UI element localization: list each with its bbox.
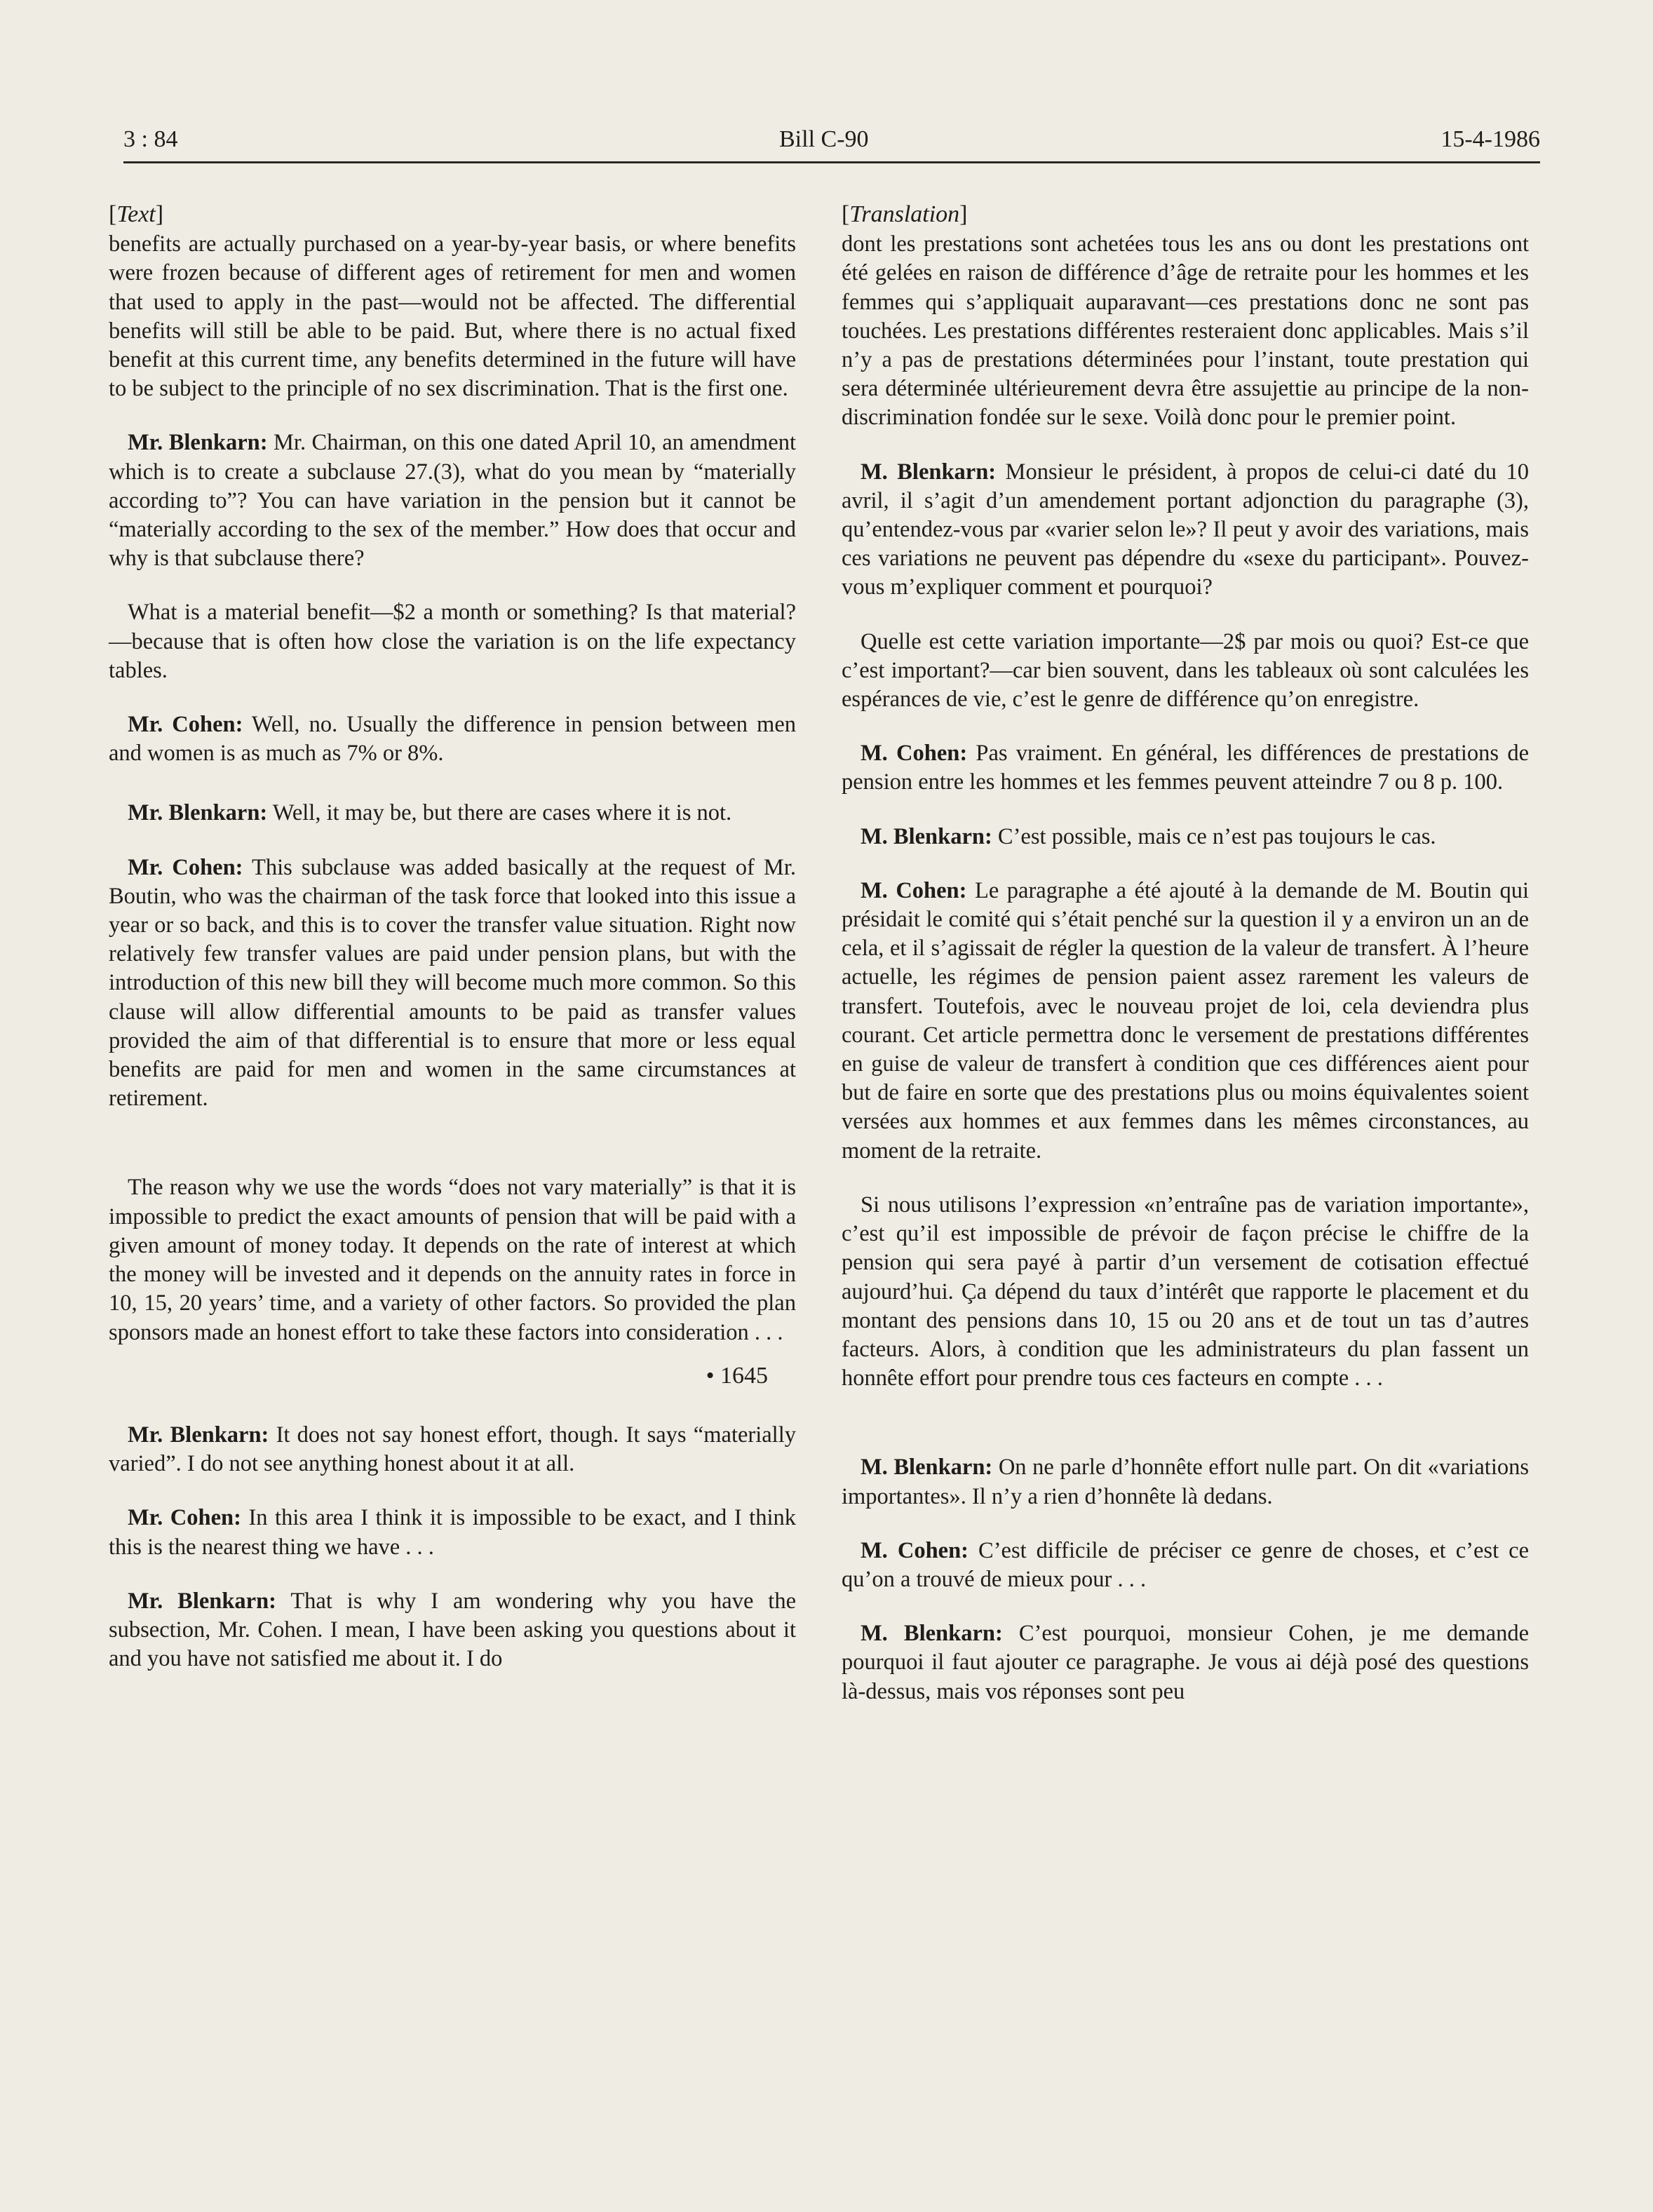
time-marker: • 1645: [706, 1362, 768, 1389]
speaker-name: M. Blenkarn:: [861, 1621, 1003, 1647]
sitting-date: 15-4-1986: [1441, 126, 1540, 152]
paragraph: M. Blenkarn: On ne parle d’honnête effort nulle part. On dit «variations importantes». Il n’y a rien d’honnête là dedans.: [842, 1455, 1529, 1509]
paragraph: benefits are actually purchased on a year-by-year basis, or where benefits were frozen because of different ages of retirement for men and women that used to apply in the past—would not be affected. The differential benefits will still be able to be paid. But, where there is no actual fixed benefit at this current time, any benefits determined in the future will have to be subject to the principle of no sex discrimination. That is the first one.: [109, 231, 796, 402]
speaker-name: Mr. Cohen:: [128, 712, 243, 738]
paragraph: M. Cohen: Le paragraphe a été ajouté à la demande de M. Boutin qui présidait le comité qui s’était penché sur la question il y a environ un an de cela, et il s’agissait de régler la question de la valeur de transfert. À l’heure actuelle, les régimes de pension paient assez rarement les valeurs de transfert. Toutefois, avec le nouveau projet de loi, cela deviendra plus courant. Cet article permettra donc le versement de prestations différentes en guise de valeur de transfert à condition que ces différences aient pour but de faire en sorte que des prestations plus ou moins équivalentes soient versées aux hommes et aux femmes dans les mêmes circonstances, au moment de la retraite.: [842, 877, 1529, 1164]
paragraph: M. Blenkarn: Monsieur le président, à propos de celui-ci daté du 10 avril, il s’agit d’un amendement portant adjonction du paragraphe (3), qu’entendez-vous par «varier selon le»? Il peut y avoir des variations, mais ces variations ne peuvent pas dépendre du «sexe du participant». Pouvez-vous m’expliquer comment et pourquoi?: [842, 459, 1530, 600]
french-column: [842, 200, 1529, 1732]
bill-title: Bill C-90: [779, 126, 869, 152]
speaker-name: M. Cohen:: [861, 1537, 969, 1563]
paragraph: Quelle est cette variation importante—2$ par mois ou quoi? Est-ce que c’est important?—car bien souvent, dans les tableaux où sont calculées les espérances de vie, c’est le genre de différence qu’on enregistre.: [842, 628, 1529, 713]
paragraph: Mr. Cohen: In this area I think it is impossible to be exact, and I think this is the nearest thing we have . . .: [109, 1505, 796, 1560]
speaker-name: Mr. Blenkarn:: [128, 800, 268, 826]
speaker-name: M. Cohen:: [861, 741, 968, 767]
paragraph: M. Blenkarn: C’est possible, mais ce n’est pas toujours le cas.: [861, 823, 1436, 849]
paragraph: What is a material benefit—$2 a month or something? Is that material?—because that is often how close the variation is on the life expectancy tables.: [109, 600, 796, 683]
speaker-name: Mr. Blenkarn:: [128, 430, 268, 456]
paragraph: Si nous utilisons l’expression «n’entraîne pas de variation importante», c’est qu’il est impossible de prévoir de façon précise le chiffre de la pension qui sera payé à partir d’un versement de cotisation effectué aujourd’hui. Ça dépend du taux d’intérêt que rapporte le placement et du montant des pensions dans 10, 15 ou 20 ans et de tout un tas d’autres facteurs. Alors, à condition que les administrateurs du plan fassent un honnête effort pour prendre tous ces facteurs en compte . . .: [842, 1192, 1529, 1391]
speaker-name: Mr. Blenkarn:: [128, 1588, 277, 1614]
paragraph: Mr. Cohen: Well, no. Usually the difference in pension between men and women is as much as 7% or 8%.: [109, 712, 796, 767]
paragraph: M. Cohen: Pas vraiment. En général, les différences de prestations de pension entre les hommes et les femmes peuvent atteindre 7 ou 8 p. 100.: [842, 741, 1529, 795]
english-column: [109, 200, 796, 1699]
speaker-name: M. Blenkarn:: [861, 459, 997, 485]
paragraph: M. Cohen: C’est difficile de préciser ce genre de choses, et c’est ce qu’on a trouvé de mieux pour . . .: [842, 1537, 1529, 1592]
paragraph: M. Blenkarn: C’est pourquoi, monsieur Cohen, je me demande pourquoi il faut ajouter ce paragraphe. Je vous ai déjà posé des questions là-dessus, mais vos réponses sont peu: [842, 1621, 1529, 1704]
english-column-label: [Text]: [109, 201, 164, 227]
speaker-name: M. Blenkarn:: [861, 1455, 993, 1481]
paragraph: Mr. Blenkarn: Well, it may be, but there are cases where it is not.: [128, 800, 732, 826]
speaker-name: M. Cohen:: [861, 877, 967, 903]
paragraph: dont les prestations sont achetées tous les ans ou dont les prestations ont été gelées en raison de différence d’âge de retraite pour les hommes et les femmes qui s’appliquait auparavant—ces prestations donc ne sont pas touchées. Les prestations différentes resteraient donc applicables. Mais s’il n’y a pas de prestations déterminées pour l’instant, toute prestation qui sera déterminée ultérieurement devra être assujettie au principe de la non-discrimination fondée sur le sexe. Voilà donc pour le premier point.: [842, 231, 1529, 431]
header-rule: [123, 161, 1540, 163]
page-number: 3 : 84: [123, 126, 178, 152]
paragraph: The reason why we use the words “does not vary materially” is that it is impossible to predict the exact amounts of pension that will be paid with a given amount of money today. It depends on the rate of interest at which the money will be invested and it depends on the annuity rates in force in 10, 15, 20 years’ time, and a variety of other factors. So provided the plan sponsors made an honest effort to take these factors into consideration . . .: [109, 1175, 796, 1345]
speaker-name: M. Blenkarn:: [861, 823, 992, 849]
speaker-name: Mr. Cohen:: [128, 1505, 241, 1531]
paragraph: Mr. Blenkarn: Mr. Chairman, on this one dated April 10, an amendment which is to create a subclause 27.(3), what do you mean by “materially according to”? You can have variation in the pension but it cannot be “materially according to the sex of the member.” How does that occur and why is that subclause there?: [109, 430, 796, 572]
speaker-name: Mr. Cohen:: [128, 854, 243, 880]
speaker-name: Mr. Blenkarn:: [128, 1422, 269, 1448]
paragraph: Mr. Blenkarn: That is why I am wondering why you have the subsection, Mr. Cohen. I mean, I have been asking you questions about it and you have not satisfied me about it. I do: [109, 1588, 796, 1672]
french-column-label: [Translation]: [842, 201, 968, 227]
page-header: [123, 126, 1540, 161]
paragraph: Mr. Blenkarn: It does not say honest effort, though. It says “materially varied”. I do not see anything honest about it at all.: [109, 1422, 796, 1477]
paragraph: Mr. Cohen: This subclause was added basically at the request of Mr. Boutin, who was the chairman of the task force that looked into this issue a year or so back, and this is to cover the transfer value situation. Right now relatively few transfer values are paid under pension plans, but with the introduction of this new bill they will become much more common. So this clause will allow differential amounts to be paid as transfer values provided the aim of that differential is to ensure that more or less equal benefits are paid for men and women in the same circumstances at retirement.: [109, 854, 796, 1112]
